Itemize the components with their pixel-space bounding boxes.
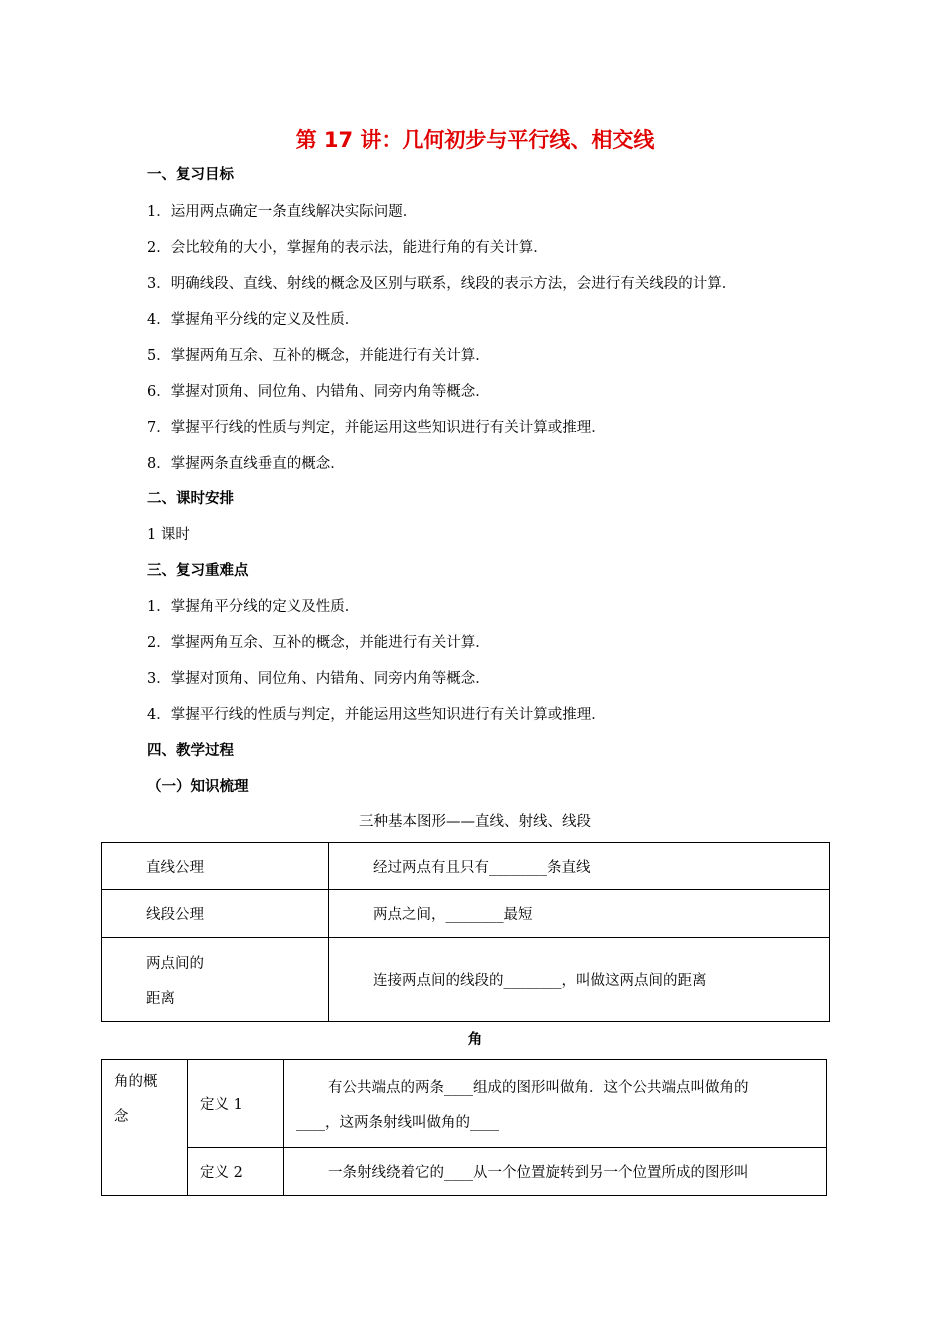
row-content: 经过两点有且只有________条直线 <box>329 843 830 890</box>
subsection-heading: （一）知识梳理 <box>147 779 249 795</box>
concept-label-line: 念 <box>114 1109 129 1125</box>
definition-content <box>284 1148 827 1196</box>
goal-item: 5．掌握两角互余、互补的概念，并能进行有关计算． <box>147 348 490 364</box>
goal-item: 3．明确线段、直线、射线的概念及区别与联系，线段的表示方法，会进行有关线段的计算． <box>147 276 737 292</box>
goal-item: 7．掌握平行线的性质与判定，并能运用这些知识进行有关计算或推理． <box>147 420 606 436</box>
definition-line: ____，这两条射线叫做角的____ <box>296 1114 499 1131</box>
table-row <box>102 890 830 938</box>
definition-content <box>284 1060 827 1148</box>
goal-item: 6．掌握对顶角、同位角、内错角、同旁内角等概念． <box>147 384 490 400</box>
definition-label: 定义 2 <box>188 1148 284 1196</box>
table-row <box>102 1060 827 1148</box>
table-row <box>102 1148 827 1196</box>
key-point-item: 3．掌握对顶角、同位角、内错角、同旁内角等概念． <box>147 671 490 687</box>
section-heading-key-points: 三、复习重难点 <box>147 563 249 579</box>
goal-item: 1．运用两点确定一条直线解决实际问题． <box>147 204 418 220</box>
goal-item: 4．掌握角平分线的定义及性质． <box>147 312 360 328</box>
table1-caption: 三种基本图形——直线、射线、线段 <box>359 814 591 830</box>
row-label-line: 距离 <box>146 990 175 1007</box>
angle-table <box>101 1059 827 1196</box>
definition-line: 有公共端点的两条____组成的图形叫做角．这个公共端点叫做角的 <box>328 1079 749 1096</box>
key-point-item: 1．掌握角平分线的定义及性质． <box>147 599 360 615</box>
table-row <box>102 938 830 1022</box>
goal-item: 2．会比较角的大小，掌握角的表示法，能进行角的有关计算． <box>147 240 548 256</box>
basic-figures-table <box>101 842 830 1022</box>
row-label <box>102 938 329 1022</box>
concept-label-line: 角的概 <box>114 1074 158 1090</box>
row-label-line: 两点间的 <box>146 955 204 972</box>
row-label: 线段公理 <box>102 890 329 938</box>
section-heading-goals: 一、复习目标 <box>147 167 234 183</box>
row-label: 直线公理 <box>102 843 329 890</box>
definition-line: 一条射线绕着它的____从一个位置旋转到另一个位置所成的图形叫 <box>328 1165 749 1181</box>
definition-label: 定义 1 <box>188 1060 284 1148</box>
document-title: 第 17 讲：几何初步与平行线、相交线 <box>295 128 655 152</box>
row-content: 连接两点间的线段的________，叫做这两点间的距离 <box>329 938 830 1022</box>
goal-item: 8．掌握两条直线垂直的概念． <box>147 456 345 472</box>
table2-caption: 角 <box>467 1032 483 1048</box>
row-content: 两点之间，________最短 <box>329 890 830 938</box>
concept-label <box>102 1060 188 1196</box>
table-row <box>102 843 830 890</box>
key-point-item: 2．掌握两角互余、互补的概念，并能进行有关计算． <box>147 635 490 651</box>
schedule-text: 1 课时 <box>147 527 190 543</box>
section-heading-process: 四、教学过程 <box>147 743 234 759</box>
key-point-item: 4．掌握平行线的性质与判定，并能运用这些知识进行有关计算或推理． <box>147 707 606 723</box>
section-heading-schedule: 二、课时安排 <box>147 491 234 507</box>
